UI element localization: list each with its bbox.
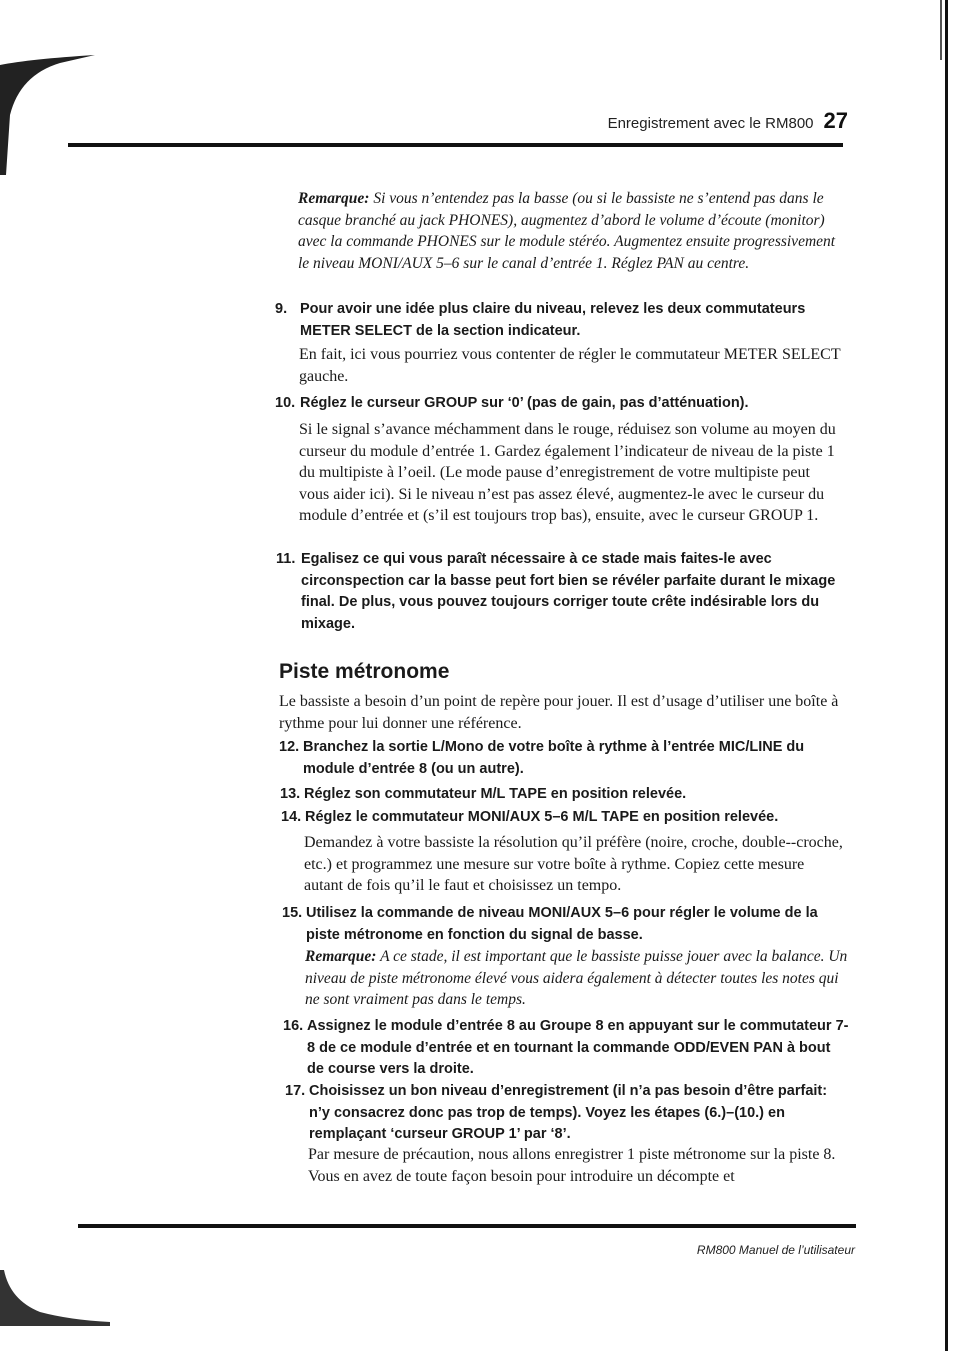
step-17	[285, 1081, 852, 1146]
scan-corner-bottom-left	[0, 1270, 110, 1330]
step-12	[279, 737, 844, 780]
step-text: Assignez le module d’entrée 8 au Groupe 8 en appuyant sur le commutateur 7-8 de ce module d’entrée et en tournant la commande ODD/EVEN PAN à bout de course vers la droite.	[307, 1018, 849, 1077]
step-number: 12.	[279, 739, 300, 755]
step-11	[276, 549, 848, 635]
running-header	[578, 108, 848, 138]
step-17-body: Par mesure de précaution, nous allons enregistrer 1 piste métronome sur la piste 8. Vous en avez de toute façon besoin pour introduire un décompte et	[308, 1146, 836, 1185]
step-9-body: En fait, ici vous pourriez vous contenter de régler le commutateur METER SELECT gauche.	[299, 346, 841, 385]
running-footer: RM800 Manuel de l’utilisateur	[696, 1243, 855, 1257]
header-rule	[68, 143, 843, 147]
note-text: A ce stade, il est important que le bassiste puisse jouer avec la balance. Un niveau de piste métronome élevé vous aidera également à détecter toutes les notes qui ne sont vraiment pas dans le temps.	[305, 948, 848, 1008]
step-14-body: Demandez à votre bassiste la résolution qu’il préfère (noire, croche, double--croche, etc.) et programmez une mesure sur votre boîte à rythme. Copiez cette mesure autant de fois qu’il le faut et choisissez un tempo.	[304, 834, 843, 894]
step-number: 14.	[281, 809, 302, 825]
step-10-body: Si le signal s’avance méchamment dans le rouge, réduisez son volume au moyen du curseur du module d’entrée 1. Gardez également l’indicateur de niveau de la piste 1 du multipiste à l’oeil. (Le mode pause d’enregistrement de votre multipiste peut vous aider ici). Si le niveau n’est pas assez élevé, augmentez-le avec le curseur du module d’entrée et (s’il est toujours trop bas), ensuite, avec le curseur GROUP 1.	[299, 421, 836, 524]
step-number: 9.	[275, 301, 288, 317]
footer-rule	[78, 1224, 856, 1228]
step-10	[275, 393, 843, 415]
scan-edge-right-top	[940, 0, 942, 60]
scan-edge-right	[945, 0, 948, 1351]
step-number: 17.	[285, 1083, 306, 1099]
step-14	[281, 807, 846, 829]
step-number: 10.	[275, 395, 296, 411]
step-text: Réglez son commutateur M/L TAPE en position relevée.	[304, 786, 687, 802]
step-number: 11.	[276, 551, 296, 567]
note-text: Si vous n’entendez pas la basse (ou si le bassiste ne s’entend pas dans le casque branché au jack PHONES), augmentez d’abord le volume d’écoute (monitor) avec la commande PHONES sur le module stéréo. Augmentez ensuite progressivement le niveau MONI/AUX 5–6 sur le canal d’entrée 1. Réglez PAN au centre.	[298, 190, 836, 272]
step-text: Réglez le commutateur MONI/AUX 5–6 M/L TAPE en position relevée.	[305, 809, 779, 825]
page-number: 27	[823, 108, 848, 133]
step-text: Choisissez un bon niveau d’enregistrement (il n’a pas besoin d’être parfait: n’y consacrez donc pas trop de temps). Voyez les étapes (6.)–(10.) en remplaçant ‘curseur GROUP 1’ par ‘8’.	[309, 1083, 828, 1142]
step-text: Egalisez ce qui vous paraît nécessaire à ce stade mais faites-le avec circonspection car la basse peut fort bien se révéler parfaite durant le mixage final. De plus, vous pouvez toujours corriger toute crête indésirable lors du mixage.	[301, 551, 836, 632]
step-text: Pour avoir une idée plus claire du niveau, relevez les deux commutateurs METER SELECT de la section indicateur.	[300, 301, 806, 339]
step-15	[282, 903, 847, 946]
step-9	[275, 299, 843, 342]
step-text: Utilisez la commande de niveau MONI/AUX 5–6 pour régler le volume de la piste métronome en fonction du signal de basse.	[306, 905, 818, 943]
header-title: Enregistrement avec le RM800	[607, 115, 814, 132]
step-number: 15.	[282, 905, 303, 921]
section-intro: Le bassiste a besoin d’un point de repère pour jouer. Il est d’usage d’utiliser une boîte à rythme pour lui donner une référence.	[279, 693, 839, 732]
section-heading: Piste métronome	[279, 660, 450, 683]
note-label: Remarque:	[298, 190, 370, 207]
note-label: Remarque:	[305, 948, 377, 965]
note-balance	[305, 946, 848, 1011]
scan-corner-top-left	[0, 55, 95, 175]
step-number: 13.	[280, 786, 301, 802]
step-13	[280, 784, 845, 806]
note-bass-monitor	[298, 188, 843, 274]
step-text: Réglez le curseur GROUP sur ‘0’ (pas de gain, pas d’atténuation).	[300, 395, 749, 411]
step-text: Branchez la sortie L/Mono de votre boîte à rythme à l’entrée MIC/LINE du module d’entrée 8 (ou un autre).	[303, 739, 805, 777]
step-number: 16.	[283, 1018, 304, 1034]
step-16	[283, 1016, 850, 1081]
